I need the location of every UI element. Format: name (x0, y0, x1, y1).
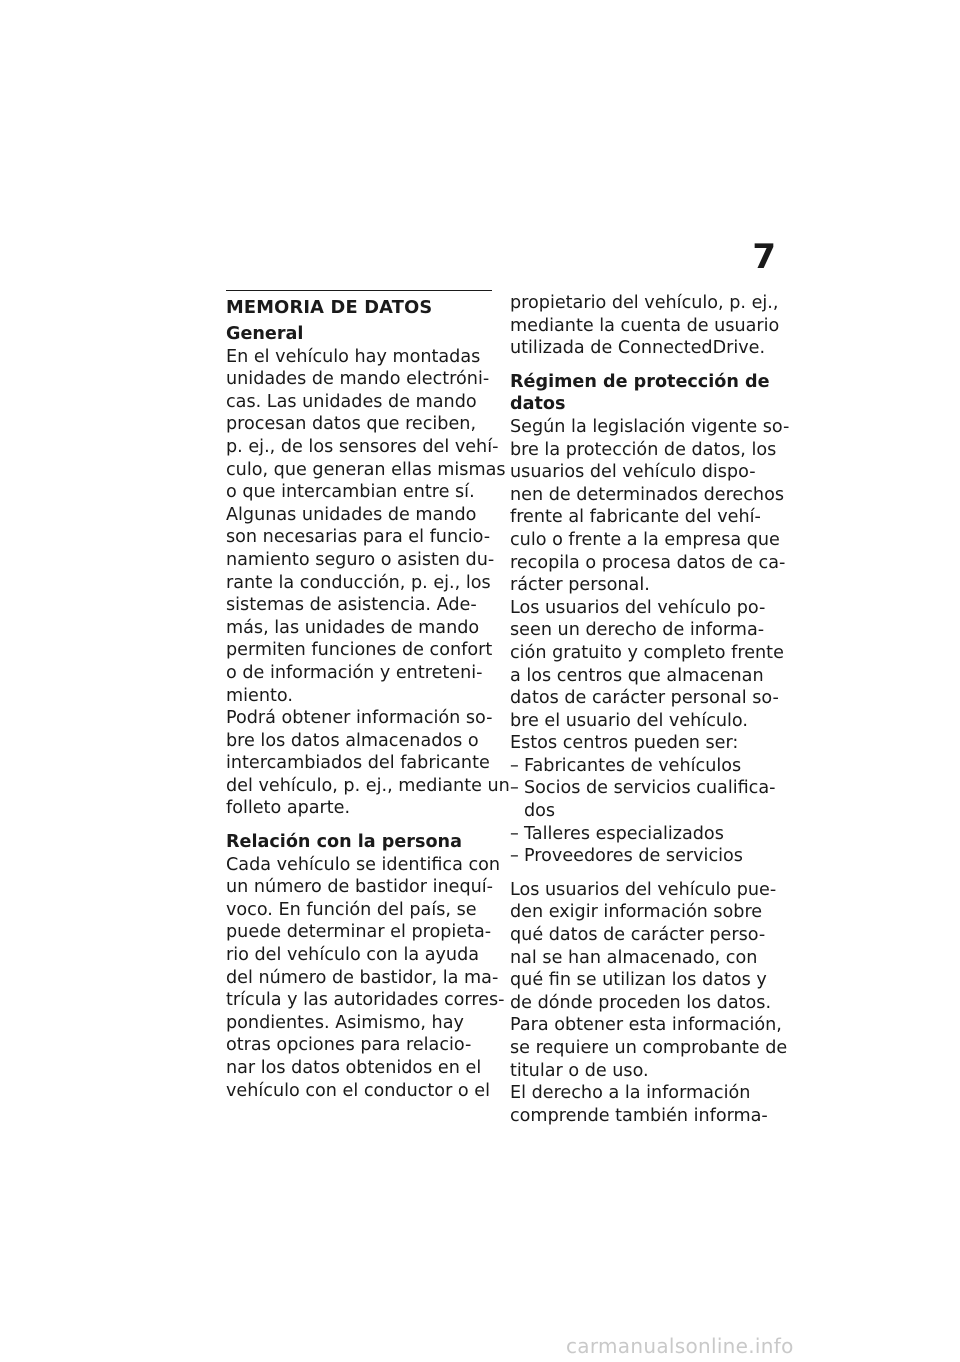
text-line: Para obtener esta información, (510, 1015, 782, 1036)
heading-line: datos (510, 394, 566, 415)
text-line: bre los datos almacenados o (226, 730, 479, 751)
text-line: un número de bastidor inequí- (226, 877, 494, 898)
text-line: mediante la cuenta de usuario (510, 315, 780, 336)
right-column (510, 292, 790, 1127)
text-line: comprende también informa- (510, 1105, 768, 1126)
list-item-text: Socios de servicios cualifica- (524, 778, 776, 799)
section-title: MEMORIA DE DATOS (226, 297, 433, 318)
text-line: de dónde proceden los datos. (510, 992, 772, 1013)
text-line: culo o frente a la empresa que (510, 529, 780, 550)
text-line: intercambiados del fabricante (226, 753, 490, 774)
intro-paragraph (510, 292, 778, 360)
text-line: usuarios del vehículo dispo- (510, 462, 756, 483)
text-line: otras opciones para relacio- (226, 1035, 472, 1056)
text-line: propietario del vehículo, p. ej., (510, 293, 779, 313)
text-line: o de información y entreteni- (226, 662, 483, 683)
text-line: En el vehículo hay montadas (226, 346, 481, 367)
text-line: El derecho a la información (510, 1083, 751, 1104)
text-line: ción gratuito y completo frente (510, 642, 784, 663)
text-line: vehículo con el conductor o el (226, 1080, 490, 1101)
text-line: rácter personal. (510, 575, 650, 596)
text-line: sistemas de asistencia. Ade- (226, 595, 477, 616)
list-item-continuation: dos (524, 801, 556, 822)
text-line: bre el usuario del vehículo. (510, 710, 748, 731)
relation-paragraph (226, 854, 505, 1103)
centers-list (510, 755, 778, 868)
general-heading: General (226, 324, 304, 344)
text-line: más, las unidades de mando (226, 617, 480, 638)
list-dash: – (510, 823, 519, 844)
list-item (510, 823, 778, 846)
text-line: nal se han almacenado, con (510, 947, 758, 968)
text-line: nar los datos obtenidos en el (226, 1058, 482, 1078)
list-item (510, 845, 778, 868)
relation-heading: Relación con la persona (226, 832, 462, 853)
list-dash: – (510, 846, 519, 867)
text-line: o que intercambian entre sí. (226, 482, 475, 503)
left-column (226, 290, 510, 1102)
text-line: se requiere un comprobante de (510, 1038, 788, 1058)
text-line: Algunas unidades de mando (226, 504, 477, 525)
list-item-text: Fabricantes de vehículos (524, 755, 742, 776)
text-line: rante la conducción, p. ej., los (226, 572, 491, 593)
heading-line: Régimen de protección de (510, 371, 770, 392)
list-item-text: Talleres especializados (524, 823, 724, 844)
text-line: trícula y las autoridades corres- (226, 990, 505, 1011)
text-line: nen de determinados derechos (510, 484, 785, 505)
text-line: Los usuarios del vehículo po- (510, 597, 766, 618)
list-item (510, 777, 778, 800)
text-line: recopila o procesa datos de ca- (510, 552, 786, 573)
regime-heading (510, 371, 778, 416)
text-line: son necesarias para el funcio- (226, 527, 491, 548)
text-line: folleto aparte. (226, 798, 351, 819)
text-line: Cada vehículo se identifica con (226, 854, 501, 875)
watermark: carmanualsonline.info (566, 1334, 794, 1358)
text-line: Los usuarios del vehículo pue- (510, 879, 777, 900)
text-line: rio del vehículo con la ayuda (226, 945, 480, 966)
text-line: den exigir información sobre (510, 902, 763, 923)
text-line: Estos centros pueden ser: (510, 733, 739, 754)
text-line: titular o de uso. (510, 1060, 649, 1081)
text-line: pondientes. Asimismo, hay (226, 1012, 464, 1033)
text-line: culo, que generan ellas mismas (226, 459, 506, 480)
section-rule (226, 290, 492, 291)
page-number: 7 (752, 237, 776, 277)
text-line: del vehículo, p. ej., mediante un (226, 775, 510, 796)
text-line: cas. Las unidades de mando (226, 391, 477, 412)
text-line: bre la protección de datos, los (510, 439, 777, 460)
text-line: del número de bastidor, la ma- (226, 967, 499, 988)
list-item-text: Proveedores de servicios (524, 846, 743, 867)
text-line: utilizada de ConnectedDrive. (510, 338, 766, 359)
text-line: Podrá obtener información so- (226, 708, 493, 729)
text-line: miento. (226, 685, 293, 706)
text-line: a los centros que almacenan (510, 665, 764, 686)
text-line: Según la legislación vigente so- (510, 416, 790, 437)
text-line: qué datos de carácter perso- (510, 925, 766, 946)
text-line: namiento seguro o asisten du- (226, 549, 495, 570)
text-line: permiten funciones de confort (226, 640, 493, 661)
regime-paragraph (510, 416, 790, 755)
list-dash: – (510, 755, 519, 776)
text-line: datos de carácter personal so- (510, 688, 779, 709)
text-line: puede determinar el propieta- (226, 922, 492, 943)
list-dash: – (510, 778, 519, 799)
text-line: qué fin se utilizan los datos y (510, 970, 767, 991)
general-paragraph (226, 346, 510, 820)
text-line: frente al fabricante del vehí- (510, 507, 761, 528)
text-line: procesan datos que reciben, (226, 414, 477, 435)
text-line: unidades de mando electróni- (226, 369, 490, 390)
text-line: p. ej., de los sensores del vehí- (226, 436, 499, 457)
text-line: seen un derecho de informa- (510, 620, 765, 641)
text-line: voco. En función del país, se (226, 899, 477, 920)
list-item (510, 755, 778, 778)
closing-paragraph (510, 879, 788, 1128)
